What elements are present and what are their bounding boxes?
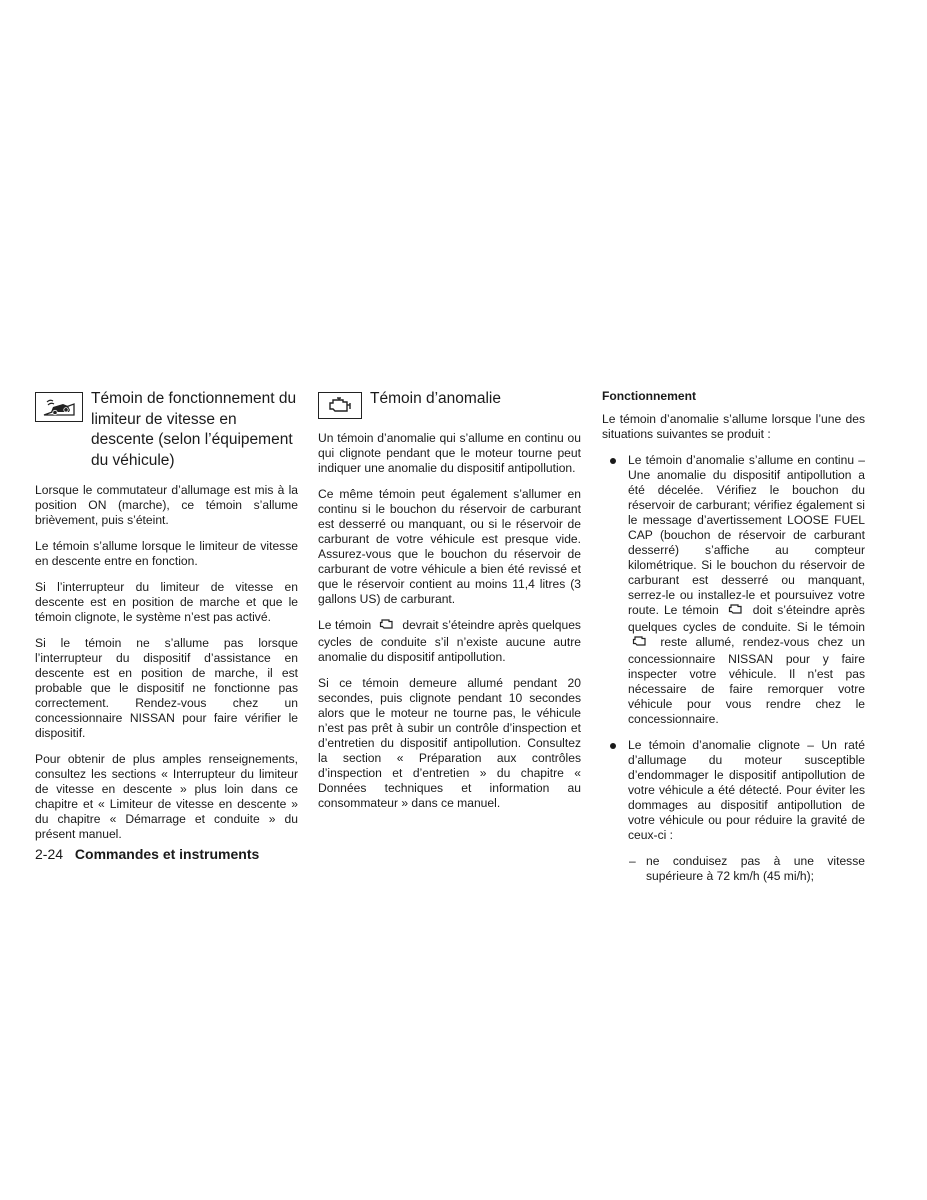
- engine-icon: [727, 603, 745, 620]
- text: devrait s’éteindre après quelques cycles de conduite s’il n’existe aucune autre anomalie du dispositif antipollution.: [318, 618, 581, 664]
- page-footer: [35, 846, 259, 863]
- paragraph: Si l’interrupteur du limiteur de vitesse en descente est en position de marche et que le témoin clignote, le système n’est pas activé.: [35, 580, 298, 624]
- chapter-title: Commandes et instruments: [74, 846, 260, 862]
- engine-icon: [378, 618, 396, 635]
- bullet-icon: [610, 458, 616, 464]
- paragraph: Un témoin d’anomalie qui s’allume en continu ou qui clignote pendant que le moteur tourne peut indiquer une anomalie du dispositif antipollution.: [318, 431, 581, 475]
- engine-icon: [631, 635, 649, 652]
- paragraph-with-icon: [318, 618, 581, 665]
- text: Le témoin d’anomalie clignote – Un raté d’allumage du moteur susceptible d’endommager le dispositif antipollution de votre véhicule a été détecté. Pour éviter les dommages au dispositif antipollution de votre véhicule ou pour réduire la gravité de ceux-ci :: [628, 738, 865, 842]
- sub-list-item: [602, 854, 865, 884]
- section-title: Témoin d’anomalie: [370, 390, 501, 407]
- paragraph: Pour obtenir de plus amples renseignements, consultez les sections « Interrupteur du limiteur de vitesse en descente » plus loin dans ce chapitre et « Limiteur de vitesse en descente » du chapitre « Démarrage et conduite » du présent manuel.: [35, 752, 298, 841]
- column-hill-descent: [35, 389, 298, 853]
- paragraph: Si le témoin ne s’allume pas lorsque l’interrupteur du dispositif d’assistance en descente est en position de marche, il est probable que le dispositif ne fonctionne pas correctement. Rendez-vous chez un concessionnaire NISSAN pour faire vérifier le dispositif.: [35, 636, 298, 740]
- subheading: Fonctionnement: [602, 389, 697, 403]
- section-heading-hill-descent: [35, 389, 298, 471]
- text: ne conduisez pas à une vitesse supérieure à 72 km/h (45 mi/h);: [646, 854, 865, 883]
- section-title: Témoin de fonctionnement du limiteur de vitesse en descente (selon l’équipement du véhicule): [91, 390, 297, 469]
- text: Le témoin: [318, 618, 372, 632]
- column-operation: [602, 389, 865, 884]
- paragraph: Ce même témoin peut également s’allumer en continu si le bouchon du réservoir de carburant est desserré ou manquant, ou si le réservoir de carburant de votre véhicule est presque vide. Assurez-vous que le bouchon du réservoir de carburant de votre véhicule a bien été revissé et que le réservoir contient au moins 11,4 litres (3 gallons US) de carburant.: [318, 487, 581, 606]
- dash-marker: –: [629, 854, 636, 868]
- hill-descent-icon: [35, 392, 83, 422]
- paragraph: Le témoin s’allume lorsque le limiteur de vitesse en descente entre en fonction.: [35, 539, 298, 568]
- column-malfunction-indicator: [318, 389, 581, 822]
- section-heading-malfunction: [318, 389, 581, 419]
- text: Le témoin d’anomalie s’allume en continu – Une anomalie du dispositif antipollution a été décelée. Vérifiez le bouchon du réservoir de carburant; vérifiez également si le message d’avertissement LOOSE FUEL CAP (bouchon de réservoir de carburant desserré) s’affiche au compteur kilométrique. Si le bouchon du réservoir de carburant est desserré ou manquant, serrez-le ou installez-le et poursuivez votre route. Le témoin: [628, 453, 865, 617]
- paragraph: Lorsque le commutateur d’allumage est mis à la position ON (marche), ce témoin s’allume brièvement, puis s’éteint.: [35, 483, 298, 527]
- engine-icon: [318, 392, 362, 419]
- bullet-icon: [610, 743, 616, 749]
- text: reste allumé, rendez-vous chez un concessionnaire NISSAN pour y faire inspecter votre véhicule. Il n’est pas nécessaire de faire remorquer votre véhicule pour vous rendre chez le concessionnaire.: [628, 635, 865, 726]
- page-number: 2-24: [35, 846, 64, 862]
- paragraph: Le témoin d’anomalie s’allume lorsque l’une des situations suivantes se produit :: [602, 412, 865, 441]
- text: doit s’éteindre après quelques cycles de conduite. Si le témoin: [628, 603, 865, 634]
- list-item: [602, 738, 865, 843]
- list-item: [602, 453, 865, 727]
- paragraph: Si ce témoin demeure allumé pendant 20 secondes, puis clignote pendant 10 secondes alors que le moteur ne tourne pas, le véhicule n’est pas prêt à subir un contrôle d’inspection et d’entretien du dispositif antipollution. Consultez la section « Préparation aux contrôles d’inspection et d’entretien » du chapitre « Données techniques et information au consommateur » dans ce manuel.: [318, 676, 581, 810]
